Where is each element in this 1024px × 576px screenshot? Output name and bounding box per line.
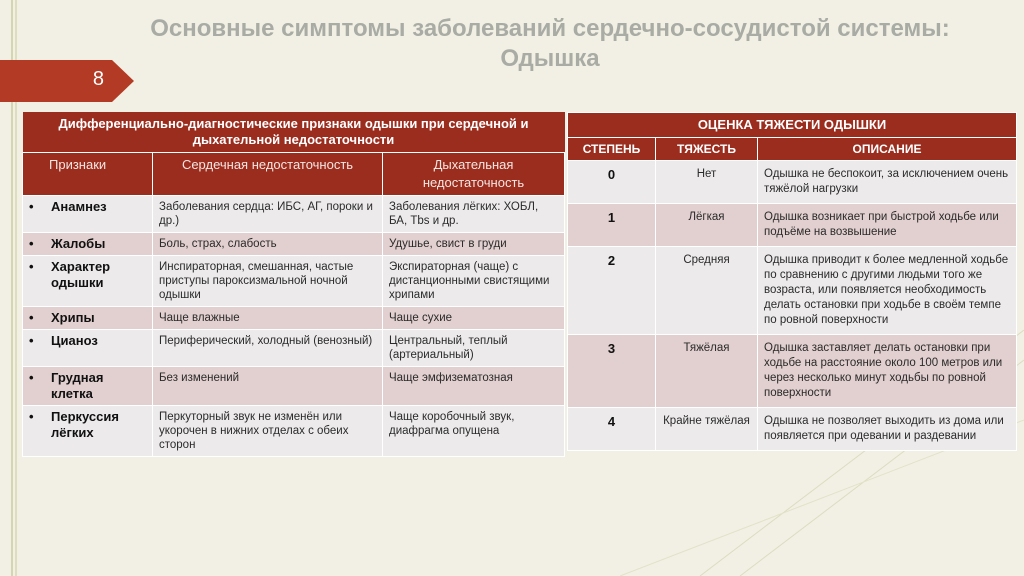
table-row: • Грудная клетка Без изменений Чаще эмфизематозная bbox=[23, 367, 565, 406]
description-cell: Одышка заставляет делать остановки при ходьбе на расстояние около 100 метров или через несколько минут ходьбы по ровной поверхности bbox=[758, 335, 1017, 408]
sign-label: Хрипы bbox=[51, 310, 95, 325]
degree-cell: 3 bbox=[568, 335, 656, 408]
respiratory-failure-cell: Заболевания лёгких: ХОБЛ, БА, Tbs и др. bbox=[383, 196, 565, 233]
slide-number: 8 bbox=[92, 68, 104, 90]
description-cell: Одышка не беспокоит, за исключением очень тяжёлой нагрузки bbox=[758, 161, 1017, 204]
heart-failure-cell: Без изменений bbox=[153, 367, 383, 406]
page-title: Основные симптомы заболеваний сердечно-сосудистой системы: Одышка bbox=[150, 15, 950, 72]
respiratory-failure-cell: Чаще коробочный звук, диафрагма опущена bbox=[383, 406, 565, 457]
column-header-respiratory-failure: Дыхательная недостаточность bbox=[383, 153, 565, 196]
table-row: • Жалобы Боль, страх, слабость Удушье, свист в груди bbox=[23, 233, 565, 256]
table-row bbox=[568, 247, 1017, 335]
table-row bbox=[568, 408, 1017, 451]
sign-label: Цианоз bbox=[51, 333, 98, 348]
column-header-severity: ТЯЖЕСТЬ bbox=[656, 138, 758, 161]
degree-cell: 4 bbox=[568, 408, 656, 451]
table-row: • Хрипы Чаще влажные Чаще сухие bbox=[23, 307, 565, 330]
heart-failure-cell: Перкуторный звук не изменён или укорочен в нижних отделах с обеих сторон bbox=[153, 406, 383, 457]
right-table-title: ОЦЕНКА ТЯЖЕСТИ ОДЫШКИ bbox=[568, 113, 1017, 138]
severity-cell: Тяжёлая bbox=[656, 335, 758, 408]
table-row: • Характер одышки Инспираторная, смешанная, частые приступы пароксизмальной ночной одышки Экспираторная (чаще) с дистанционными свистящими хрипами bbox=[23, 256, 565, 307]
heart-failure-cell: Периферический, холодный (венозный) bbox=[153, 330, 383, 367]
respiratory-failure-cell: Чаще эмфизематозная bbox=[383, 367, 565, 406]
sign-label: Грудная клетка bbox=[51, 370, 104, 401]
degree-cell: 0 bbox=[568, 161, 656, 204]
dyspnea-severity-table bbox=[567, 112, 1017, 451]
table-row bbox=[568, 161, 1017, 204]
severity-cell: Средняя bbox=[656, 247, 758, 335]
severity-cell: Нет bbox=[656, 161, 758, 204]
respiratory-failure-cell: Чаще сухие bbox=[383, 307, 565, 330]
table-row: • Цианоз Периферический, холодный (венозный) Центральный, теплый (артериальный) bbox=[23, 330, 565, 367]
column-header-description: ОПИСАНИЕ bbox=[758, 138, 1017, 161]
description-cell: Одышка приводит к более медленной ходьбе по сравнению с другими людьми того же возраста, или появляется необходимость делать остановки при ходьбе в своём темпе по ровной поверхности bbox=[758, 247, 1017, 335]
table-row: • Анамнез Заболевания сердца: ИБС, АГ, пороки и др.) Заболевания лёгких: ХОБЛ, БА, Tbs и др. bbox=[23, 196, 565, 233]
column-header-degree: СТЕПЕНЬ bbox=[568, 138, 656, 161]
degree-cell: 2 bbox=[568, 247, 656, 335]
degree-cell: 1 bbox=[568, 204, 656, 247]
description-cell: Одышка не позволяет выходить из дома или появляется при одевании и раздевании bbox=[758, 408, 1017, 451]
sign-label: Характер одышки bbox=[51, 259, 111, 290]
table-row: • Перкуссия лёгких Перкуторный звук не изменён или укорочен в нижних отделах с обеих сторон Чаще коробочный звук, диафрагма опущена bbox=[23, 406, 565, 457]
sign-label: Жалобы bbox=[51, 236, 106, 251]
column-header-signs: Признаки bbox=[23, 153, 153, 196]
heart-failure-cell: Заболевания сердца: ИБС, АГ, пороки и др.) bbox=[153, 196, 383, 233]
slide-number-badge bbox=[0, 60, 134, 102]
severity-cell: Лёгкая bbox=[656, 204, 758, 247]
severity-cell: Крайне тяжёлая bbox=[656, 408, 758, 451]
differential-diagnosis-table bbox=[22, 112, 565, 457]
respiratory-failure-cell: Удушье, свист в груди bbox=[383, 233, 565, 256]
column-header-heart-failure: Сердечная недостаточность bbox=[153, 153, 383, 196]
respiratory-failure-cell: Центральный, теплый (артериальный) bbox=[383, 330, 565, 367]
sign-label: Перкуссия лёгких bbox=[51, 409, 119, 440]
table-row bbox=[568, 204, 1017, 247]
sign-label: Анамнез bbox=[51, 199, 107, 214]
description-cell: Одышка возникает при быстрой ходьбе или подъёме на возвышение bbox=[758, 204, 1017, 247]
respiratory-failure-cell: Экспираторная (чаще) с дистанционными свистящими хрипами bbox=[383, 256, 565, 307]
heart-failure-cell: Чаще влажные bbox=[153, 307, 383, 330]
heart-failure-cell: Боль, страх, слабость bbox=[153, 233, 383, 256]
table-row bbox=[568, 335, 1017, 408]
badge-arrow-shape bbox=[0, 60, 134, 102]
left-table-title: Дифференциально-диагностические признаки одышки при сердечной и дыхательной недостаточности bbox=[23, 112, 565, 153]
heart-failure-cell: Инспираторная, смешанная, частые приступы пароксизмальной ночной одышки bbox=[153, 256, 383, 307]
